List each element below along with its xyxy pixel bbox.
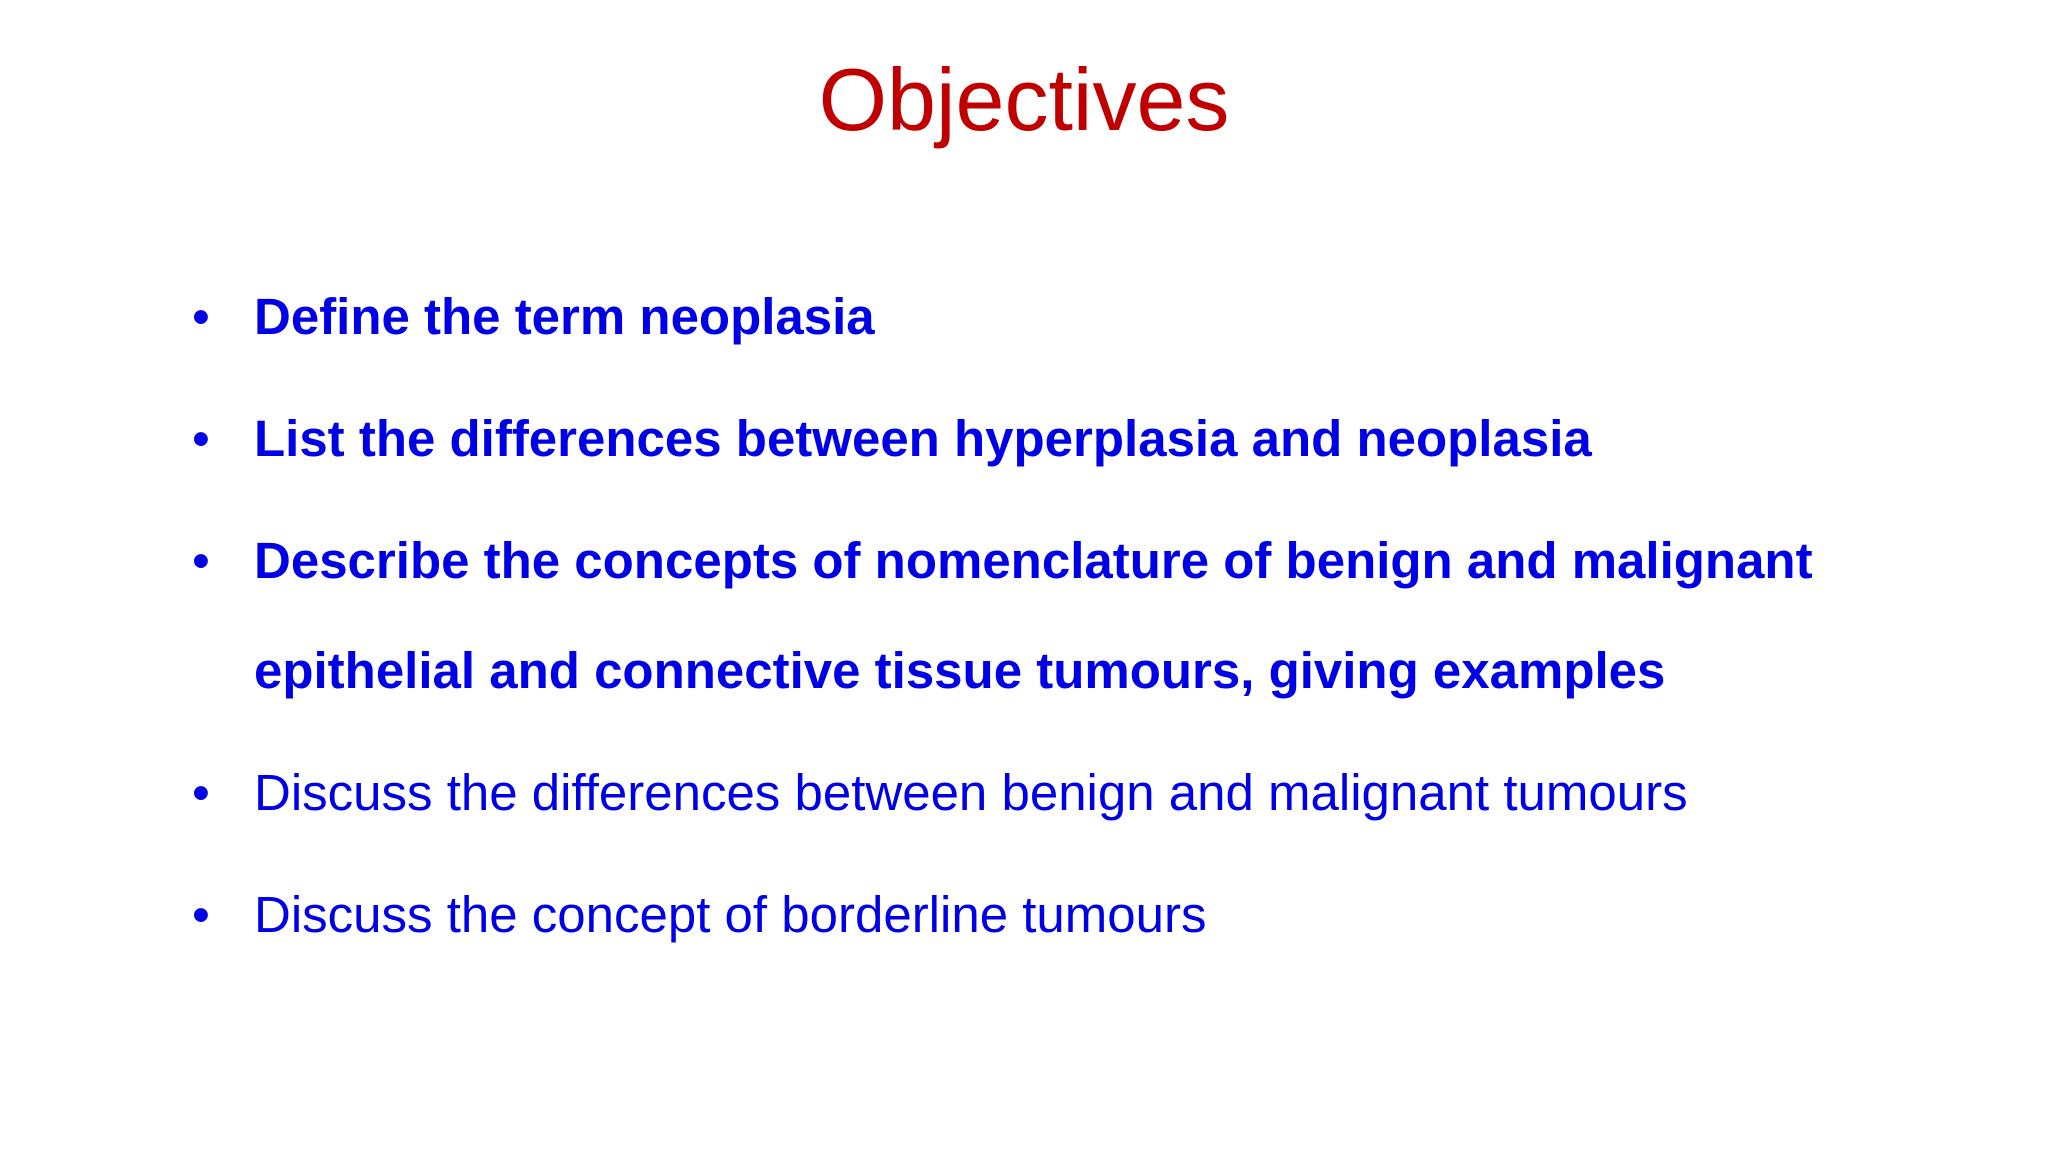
objective-text: List the differences between hyperplasia and neoplasia [254, 410, 1592, 467]
objective-text: Discuss the concept of borderline tumours [254, 886, 1207, 943]
objective-text: Describe the concepts of nomenclature of benign and malignant epithelial and connective tissue tumours, giving examples [254, 532, 1813, 699]
bullet-icon: • [192, 886, 210, 943]
objectives-list [192, 262, 1932, 982]
bullet-icon: • [192, 410, 210, 467]
bullet-icon: • [192, 288, 210, 345]
objective-item [192, 860, 1932, 970]
bullet-icon: • [192, 764, 210, 821]
slide-title: Objectives [818, 50, 1230, 149]
objective-text: Discuss the differences between benign and malignant tumours [254, 764, 1688, 821]
objective-item [192, 506, 1932, 726]
objective-text: Define the term neoplasia [254, 288, 875, 345]
objective-item [192, 262, 1932, 372]
objective-item [192, 384, 1932, 494]
bullet-icon: • [192, 532, 210, 589]
objective-item [192, 738, 1932, 848]
